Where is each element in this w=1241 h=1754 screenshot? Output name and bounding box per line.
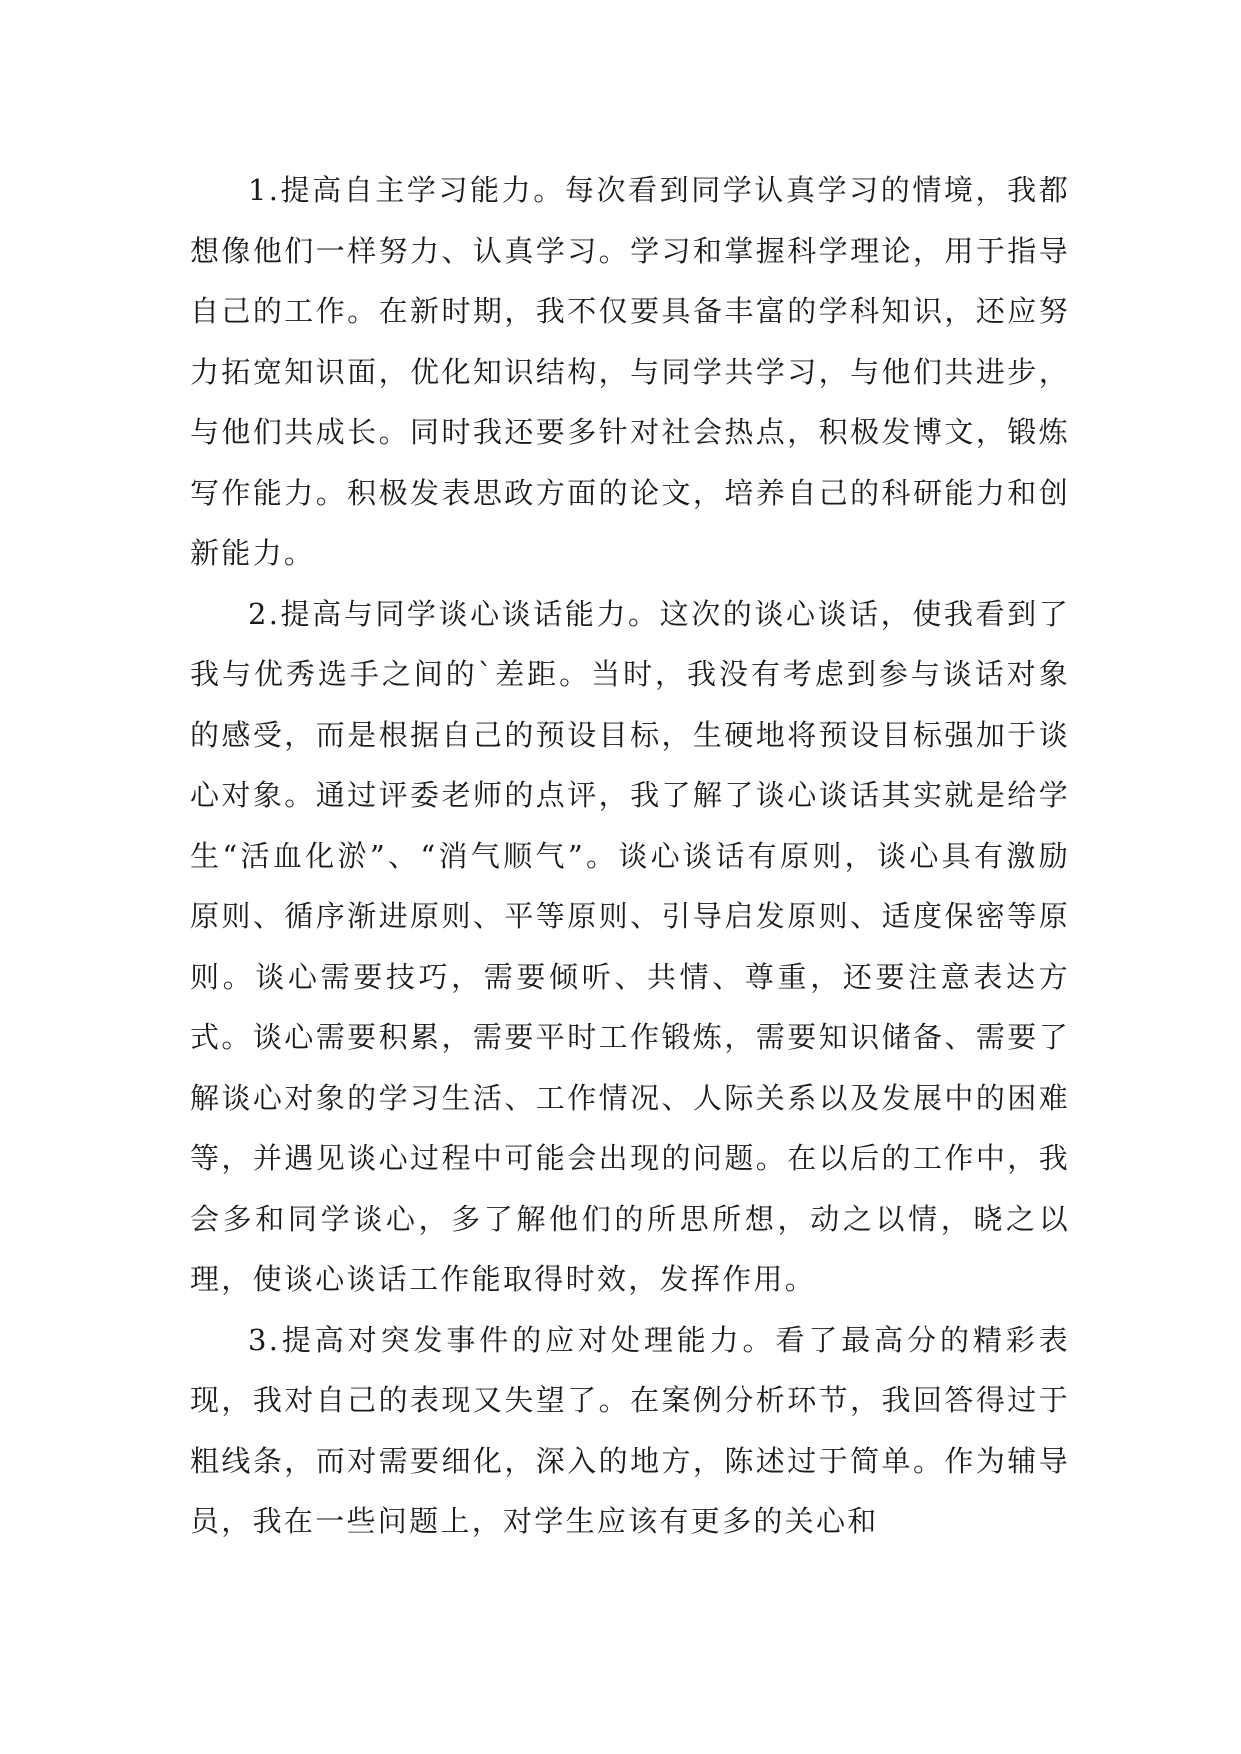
paragraph-3: 3.提高对突发事件的应对处理能力。看了最高分的精彩表现，我对自己的表现又失望了。在案例分析环节，我回答得过于粗线条，而对需要细化，深入的地方，陈述过于简单。作为辅导员，我在一些问题上，对学生应该有更多的关心和: [190, 1322, 1070, 1538]
paragraph-1: 1.提高自主学习能力。每次看到同学认真学习的情境，我都想像他们一样努力、认真学习。学习和掌握科学理论，用于指导自己的工作。在新时期，我不仅要具备丰富的学科知识，还应努力拓宽知识面，优化知识结构，与同学共学习，与他们共进步，与他们共成长。同时我还要多针对社会热点，积极发博文，锻炼写作能力。积极发表思政方面的论文，培养自己的科研能力和创新能力。: [190, 173, 1070, 570]
paragraph-2: 2.提高与同学谈心谈话能力。这次的谈心谈话，使我看到了我与优秀选手之间的`差距。当时，我没有考虑到参与谈话对象的感受，而是根据自己的预设目标，生硬地将预设目标强加于谈心对象。通过评委老师的点评，我了解了谈心谈话其实就是给学生“活血化淤”、“消气顺气”。谈心谈话有原则，谈心具有激励原则、循序渐进原则、平等原则、引导启发原则、适度保密等原则。谈心需要技巧，需要倾听、共情、尊重，还要注意表达方式。谈心需要积累，需要平时工作锻炼，需要知识储备、需要了解谈心对象的学习生活、工作情况、人际关系以及发展中的困难等，并遇见谈心过程中可能会出现的问题。在以后的工作中，我会多和同学谈心，多了解他们的所思所想，动之以情，晓之以理，使谈心谈话工作能取得时效，发挥作用。: [190, 596, 1070, 1296]
document-body: [190, 160, 1070, 1552]
